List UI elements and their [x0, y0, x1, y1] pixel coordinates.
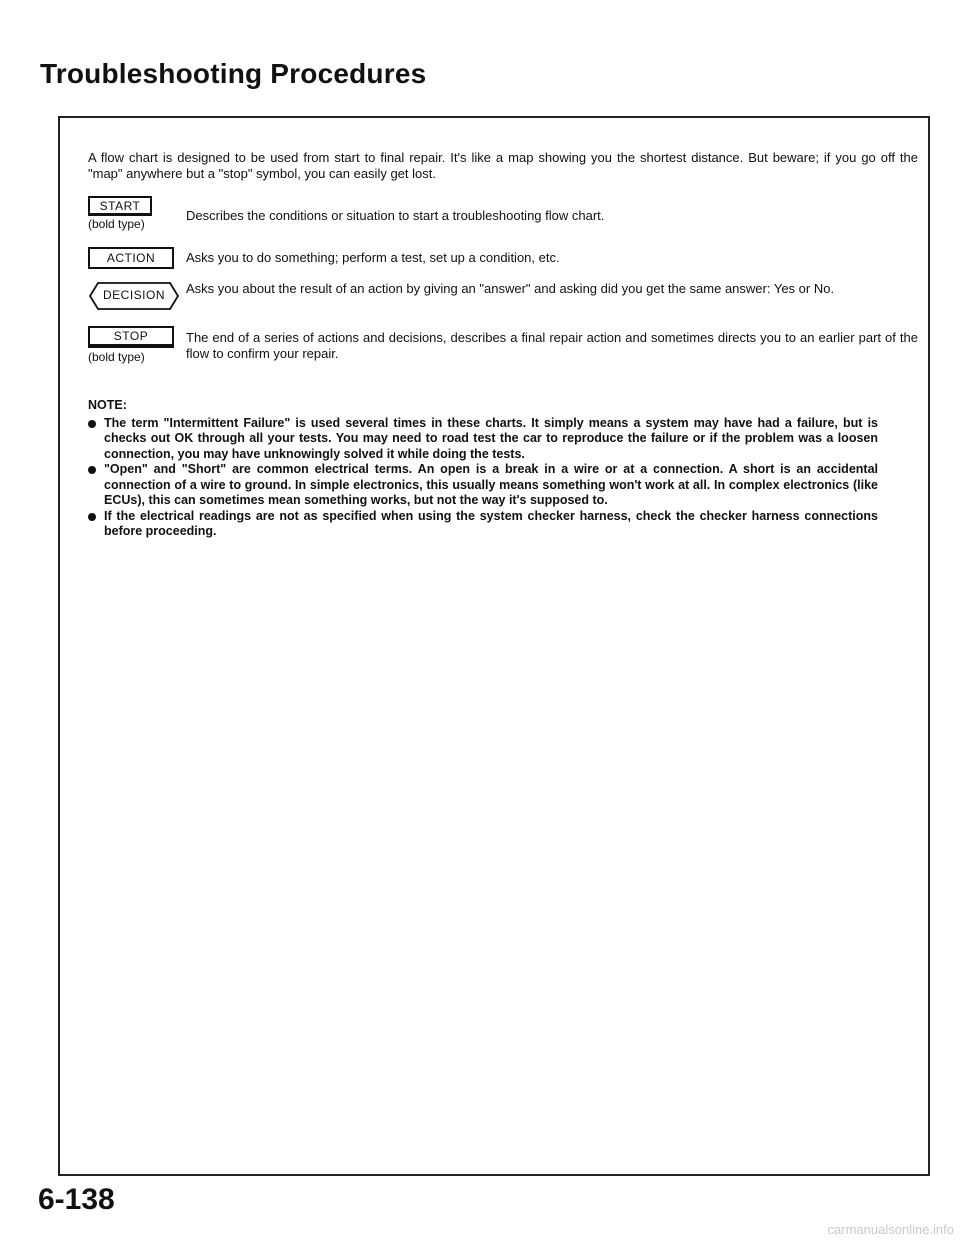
bullet-icon	[88, 420, 96, 428]
page-number: 6-138	[38, 1183, 115, 1216]
note-block	[88, 398, 878, 540]
note-item-text: "Open" and "Short" are common electrical terms. An open is a break in a wire or at a connection. A short is an accidental connection of a wire to ground. In simple electronics, this usually means something won't work at all. In complex electronics (like ECUs), this can sometimes mean something works, but not the way it's supposed to.	[104, 462, 878, 507]
symbol-row-decision	[88, 281, 918, 317]
note-item	[88, 509, 878, 540]
note-title: NOTE:	[88, 398, 127, 412]
note-item	[88, 462, 878, 509]
note-item	[88, 416, 878, 463]
bullet-icon	[88, 466, 96, 474]
page-title: Troubleshooting Procedures	[40, 58, 427, 89]
symbol-row-stop	[88, 326, 918, 366]
symbol-row-action	[88, 247, 918, 271]
action-description: Asks you to do something; perform a test, set up a condition, etc.	[186, 250, 560, 265]
start-description: Describes the conditions or situation to start a troubleshooting flow chart.	[186, 208, 605, 223]
note-item-text: The term "Intermittent Failure" is used several times in these charts. It simply means a system may have had a failure, but is checks out OK through all your tests. You may need to road test the car to reproduce the failure or if the problem was a loosen connection, you may have unknowingly solved it while doing the tests.	[104, 415, 878, 461]
note-item-text: If the electrical readings are not as specified when using the system checker harness, check the checker harness connections before proceeding.	[104, 508, 878, 538]
decision-symbol-label: DECISION	[102, 288, 165, 302]
bullet-icon	[88, 513, 96, 521]
decision-description: Asks you about the result of an action by giving an "answer" and asking did you get the same answer: Yes or No.	[186, 281, 835, 296]
intro-paragraph: A flow chart is designed to be used from start to final repair. It's like a map showing you the shortest distance. But beware; if you go off the "map" anywhere but a "stop" symbol, you can easily get lost.	[88, 150, 918, 181]
footer-watermark: carmanualsonline.info	[827, 1222, 954, 1237]
stop-symbol: STOP	[88, 326, 174, 348]
content-box	[58, 116, 930, 1176]
symbol-row-start	[88, 196, 918, 236]
stop-description: The end of a series of actions and decisions, describes a final repair action and sometimes directs you to an earlier part of the flow to confirm your repair.	[186, 330, 918, 361]
stop-bold-type-note: (bold type)	[88, 350, 145, 364]
start-symbol: START	[88, 196, 152, 216]
action-symbol: ACTION	[88, 247, 174, 269]
start-bold-type-note: (bold type)	[88, 217, 145, 231]
